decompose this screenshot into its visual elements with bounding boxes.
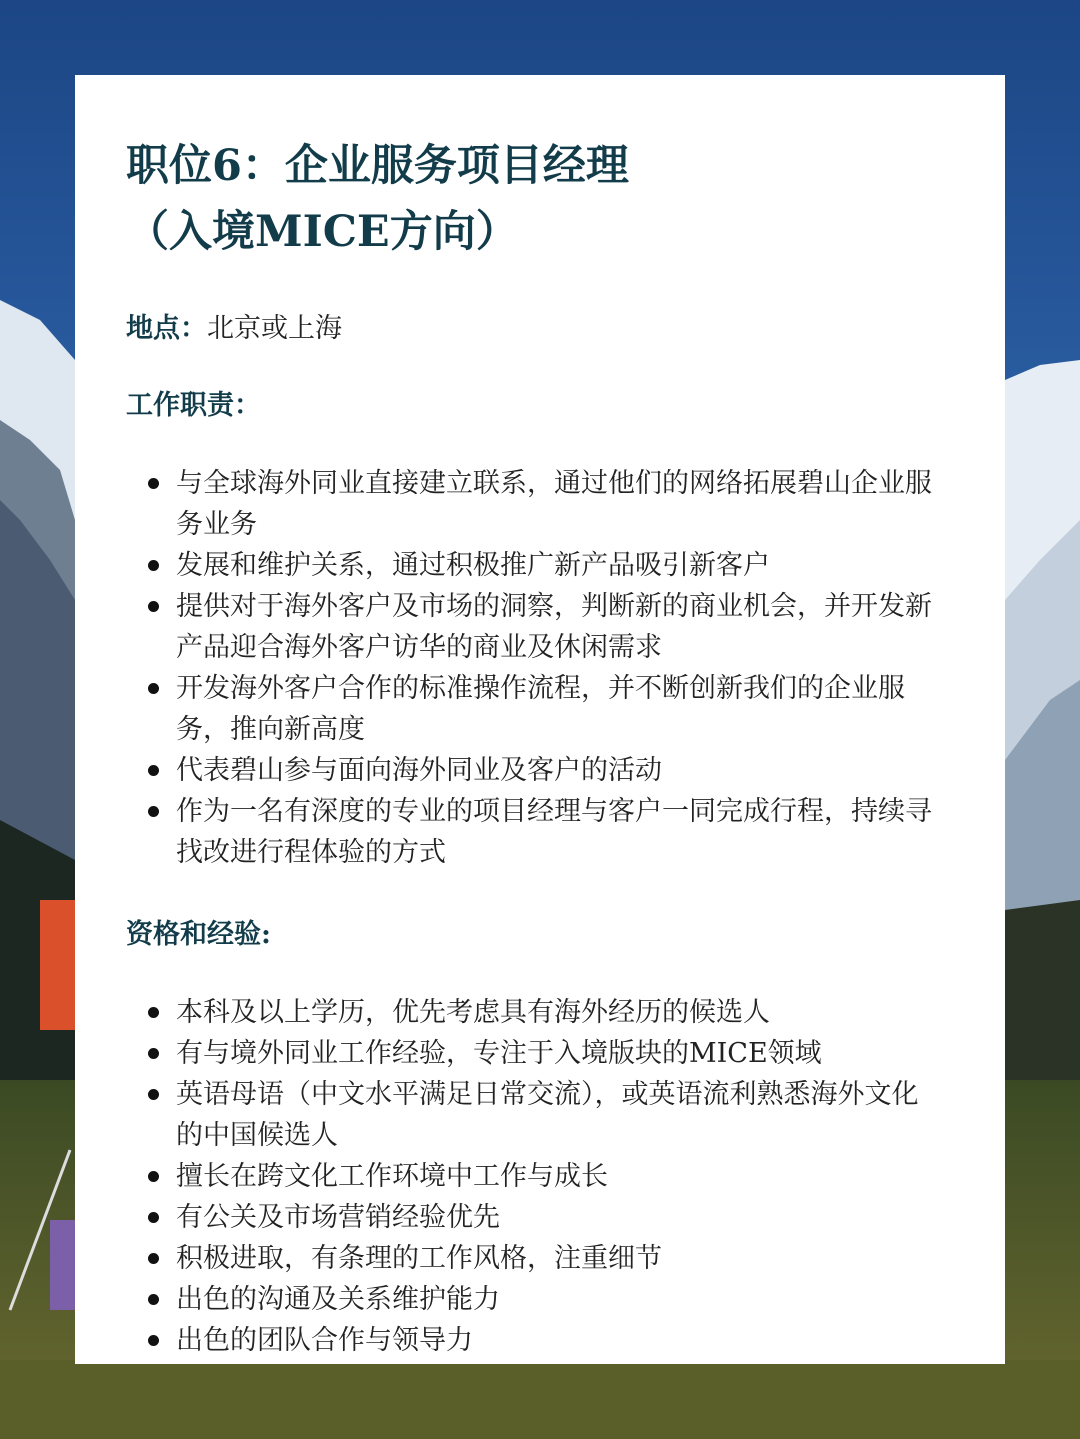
- duty-item: 代表碧山参与面向海外同业及客户的活动: [176, 750, 965, 791]
- job-title: [126, 133, 965, 265]
- qualification-item: 有公关及市场营销经验优先: [176, 1197, 965, 1238]
- location-row: [126, 309, 965, 349]
- location-label: 地点：: [126, 313, 207, 344]
- duties-heading: 工作职责：: [126, 390, 261, 421]
- job-title-line-1: 职位6：企业服务项目经理: [126, 141, 629, 191]
- duty-item: 发展和维护关系，通过积极推广新产品吸引新客户: [176, 545, 965, 586]
- qualification-item: 本科及以上学历，优先考虑具有海外经历的候选人: [176, 992, 965, 1033]
- duty-item: 作为一名有深度的专业的项目经理与客户一同完成行程，持续寻找改进行程体验的方式: [176, 791, 965, 873]
- duty-item: 开发海外客户合作的标准操作流程，并不断创新我们的企业服务，推向新高度: [176, 668, 965, 750]
- qualification-item: 有与境外同业工作经验，专注于入境版块的MICE领域: [176, 1033, 965, 1074]
- qualifications-heading: 资格和经验:: [126, 919, 271, 950]
- duties-list: [126, 463, 965, 873]
- qualification-item: 出色的沟通及关系维护能力: [176, 1279, 965, 1320]
- duty-item: 与全球海外同业直接建立联系，通过他们的网络拓展碧山企业服务业务: [176, 463, 965, 545]
- qualifications-list: [126, 992, 965, 1361]
- job-posting-card: [75, 75, 1005, 1364]
- location-value: 北京或上海: [207, 313, 342, 344]
- duty-item: 提供对于海外客户及市场的洞察，判断新的商业机会，并开发新产品迎合海外客户访华的商业及休闲需求: [176, 586, 965, 668]
- qualification-item: 出色的团队合作与领导力: [176, 1320, 965, 1361]
- qualification-item: 英语母语（中文水平满足日常交流），或英语流利熟悉海外文化的中国候选人: [176, 1074, 965, 1156]
- qualification-item: 积极进取，有条理的工作风格，注重细节: [176, 1238, 965, 1279]
- job-title-line-2: （入境MICE方向）: [126, 207, 519, 257]
- qualification-item: 擅长在跨文化工作环境中工作与成长: [176, 1156, 965, 1197]
